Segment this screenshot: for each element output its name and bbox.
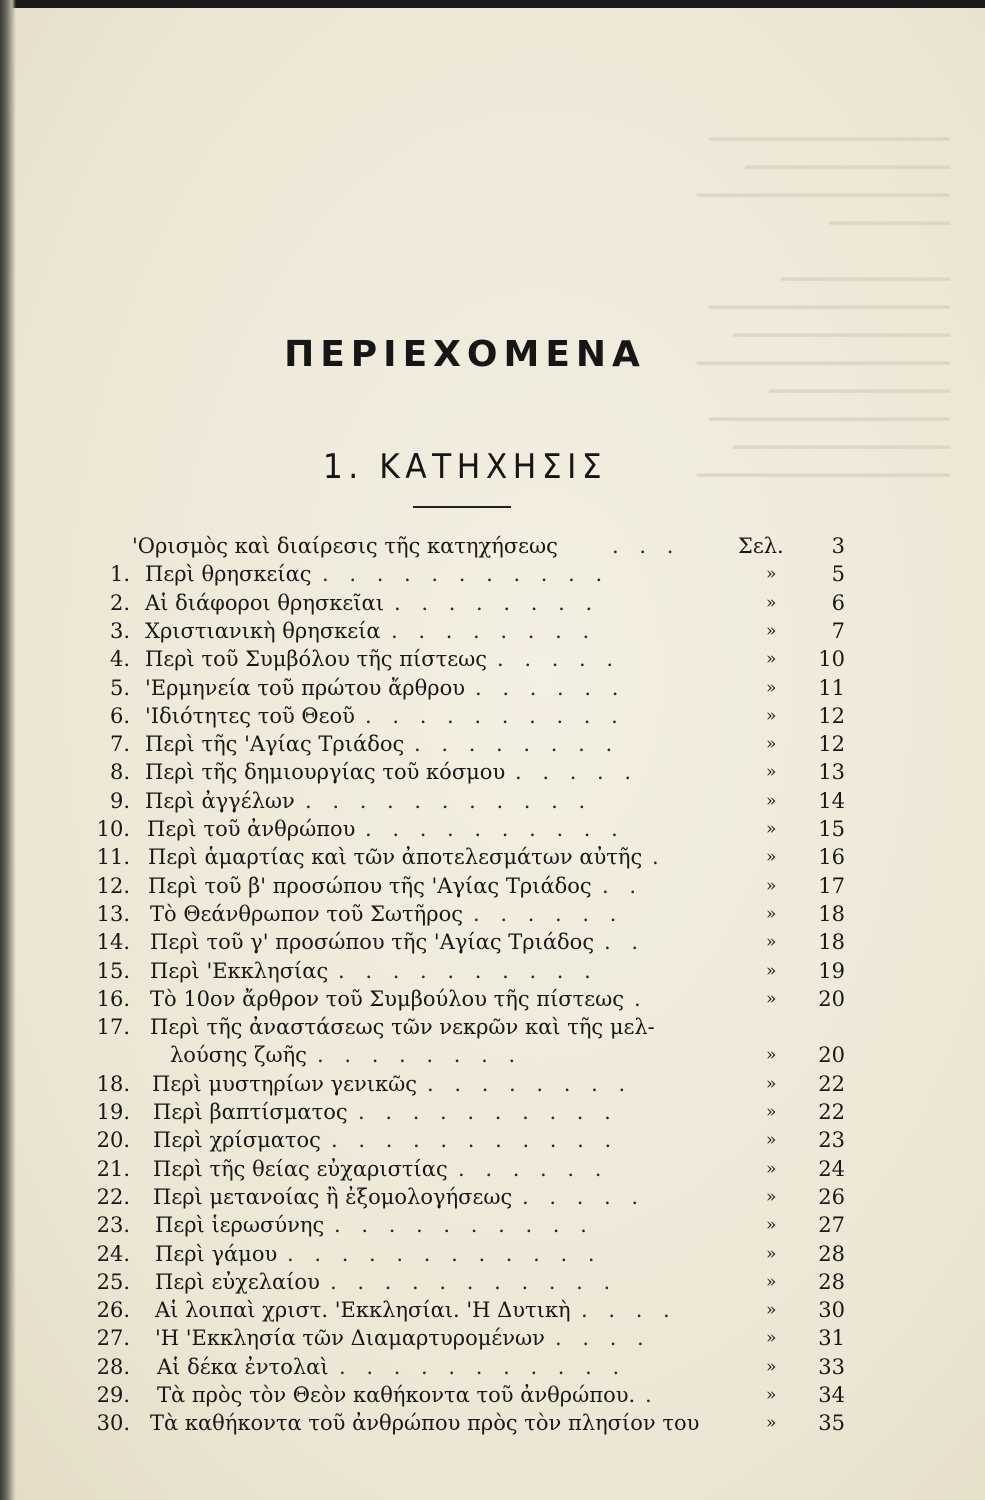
ditto-mark: » — [766, 876, 777, 896]
toc-entry-label: Περὶ εὐχελαίου — [155, 1270, 320, 1294]
ditto-mark: » — [766, 1159, 777, 1179]
toc-entry-label: Περὶ τοῦ ἀνθρώπου — [147, 817, 356, 841]
toc-entry-label: Περὶ 'Εκκλησίας — [150, 959, 329, 983]
toc-leader: . . . . . — [522, 1185, 646, 1209]
toc-entry — [0, 1126, 985, 1154]
toc-leader: . . . . . . — [458, 1157, 609, 1181]
toc-entry — [0, 985, 985, 1013]
toc-leader: . . . . — [555, 1326, 651, 1350]
toc-entry — [0, 957, 985, 985]
toc-leader: . . . . . . . . . . . — [339, 1355, 627, 1379]
ditto-mark: » — [766, 621, 777, 641]
toc-page-number: 12 — [818, 704, 845, 728]
toc-page-number: 15 — [818, 817, 845, 841]
toc-leader: . . . . . . — [475, 676, 626, 700]
toc-entry-number: 18. — [96, 1072, 130, 1096]
toc-entry-label: Τὸ 10ον ἄρθρον τοῦ Συμβούλου τῆς πίστεως — [150, 987, 625, 1011]
page-abbreviation: Σελ. — [738, 534, 784, 558]
toc-entry-label: 'Ορισμὸς καὶ διαίρεσις τῆς κατηχήσεως — [132, 534, 558, 558]
toc-entry-label: Τὰ καθήκοντα τοῦ ἀνθρώπου πρὸς τὸν πλησίον του — [150, 1411, 700, 1435]
toc-entry — [0, 1240, 985, 1268]
toc-entry-number: 30. — [96, 1411, 130, 1435]
toc-entry-label: Περὶ θρησκείας — [145, 562, 312, 586]
toc-page-number: 19 — [818, 959, 845, 983]
toc-entry — [0, 1324, 985, 1352]
toc-entry-number: 25. — [96, 1270, 130, 1294]
toc-entry-label: λούσης ζωῆς — [170, 1043, 307, 1067]
toc-entry-number: 11. — [96, 845, 130, 869]
toc-entry-number: 22. — [96, 1185, 130, 1209]
toc-leader: . . . . . . . . . . . — [305, 789, 593, 813]
toc-page-number: 30 — [818, 1298, 845, 1322]
ditto-mark: » — [766, 706, 777, 726]
ditto-mark: » — [766, 989, 777, 1009]
toc-entry — [0, 560, 985, 588]
toc-entry-label: Αἱ δέκα ἐντολαὶ — [157, 1355, 329, 1379]
toc-entry-number: 26. — [96, 1298, 130, 1322]
toc-leader: . . . . — [581, 1298, 677, 1322]
toc-entry-number: 17. — [96, 1015, 130, 1039]
ditto-mark: » — [766, 961, 777, 981]
section-title: 1. ΚΑΤΗΧΗΣΙΣ — [322, 447, 608, 487]
toc-page-number: 3 — [831, 534, 845, 558]
toc-page-number: 34 — [818, 1383, 845, 1407]
ditto-mark: » — [766, 762, 777, 782]
toc-entry — [0, 1211, 985, 1239]
toc-entry — [0, 1155, 985, 1183]
toc-entry-number: 6. — [109, 704, 130, 728]
toc-page-number: 28 — [818, 1242, 845, 1266]
toc-leader: . . . — [612, 534, 681, 558]
toc-entry — [0, 843, 985, 871]
toc-leader: . . . . . — [497, 647, 621, 671]
toc-entry-number: 15. — [96, 959, 130, 983]
toc-page-number: 6 — [831, 591, 845, 615]
toc-page-number: 17 — [818, 874, 845, 898]
toc-entry-label: Περὶ μετανοίας ἢ ἐξομολογήσεως — [153, 1185, 513, 1209]
toc-leader: . . . . . . . . . . . — [331, 1128, 619, 1152]
toc-page-number: 14 — [818, 789, 845, 813]
toc-page-number: 18 — [818, 930, 845, 954]
toc-entry — [0, 1409, 985, 1437]
ditto-mark: » — [766, 1045, 777, 1065]
toc-entry — [0, 589, 985, 617]
show-through-decoration: ━━━━━━━━━━━━━━━━━━━━ ━━━━━━━━━━━━━━━━━ ━━━━━━━━━━━━━━━━━━━━━ ━━━━━━━━━━ ━━━━━━━━━━━━━━ ━━━━━━━━━━━━━━━━━━━━ ━━━━━━━━━━━━━━━━━━ ━━━━━━━━━━━━━━━━━━━━━ ━━━━━━━━━━━━━━━ ━━━━━━━━━━━━━━━━━━━━ ━━━━━━━━━━━━━━━━━━ ━━━━━━━━━━━━━━━━━━━━━ — [697, 127, 950, 487]
toc-leader: . — [634, 987, 648, 1011]
ditto-mark: » — [766, 1272, 777, 1292]
ditto-mark: » — [766, 1130, 777, 1150]
toc-entry — [0, 617, 985, 645]
toc-leader: . — [645, 1383, 659, 1407]
ditto-mark: » — [766, 1102, 777, 1122]
toc-entry-label: 'Η 'Εκκλησία τῶν Διαμαρτυρομένων — [155, 1326, 545, 1350]
toc-entry-label: Περὶ τῆς 'Αγίας Τριάδος — [145, 732, 405, 756]
toc-page-number: 22 — [818, 1072, 845, 1096]
toc-entry-number: 2. — [109, 591, 130, 615]
toc-entry-label: Αἱ λοιπαὶ χριστ. 'Εκκλησίαι. 'Η Δυτικὴ — [155, 1298, 571, 1322]
toc-entry-label: Περὶ ἱερωσύνης — [155, 1213, 325, 1237]
ditto-mark: » — [766, 1357, 777, 1377]
toc-leader: . . . . . . . . . . — [365, 704, 625, 728]
ditto-mark: » — [766, 1187, 777, 1207]
toc-entry-label: Περὶ τῆς δημιουργίας τοῦ κόσμου — [145, 760, 506, 784]
ditto-mark: » — [766, 1413, 777, 1433]
toc-leader: . . . . . . — [473, 902, 624, 926]
toc-entry-number: 10. — [96, 817, 130, 841]
ditto-mark: » — [766, 734, 777, 754]
toc-page-number: 26 — [818, 1185, 845, 1209]
toc-entry — [0, 730, 985, 758]
toc-entry-label: Αἱ διάφοροι θρησκεῖαι — [145, 591, 384, 615]
toc-entry — [0, 1381, 985, 1409]
toc-page-number: 10 — [818, 647, 845, 671]
toc-entry-number: 7. — [109, 732, 130, 756]
toc-leader: . . . . . . . . — [427, 1072, 633, 1096]
ditto-mark: » — [766, 1385, 777, 1405]
toc-entry — [0, 1013, 985, 1041]
toc-page-number: 27 — [818, 1213, 845, 1237]
ditto-mark: » — [766, 1074, 777, 1094]
toc-entry-label: Περὶ ἀγγέλων — [145, 789, 295, 813]
toc-page-number: 5 — [831, 562, 845, 586]
toc-entry-label: Περὶ γάμου — [155, 1242, 278, 1266]
toc-page-number: 16 — [818, 845, 845, 869]
toc-entry — [0, 674, 985, 702]
toc-entry-number: 20. — [96, 1128, 130, 1152]
ditto-mark: » — [766, 1328, 777, 1348]
toc-entry-number: 23. — [96, 1213, 130, 1237]
toc-entry-label: Περὶ τοῦ γ' προσώπου τῆς 'Αγίας Τριάδος — [150, 930, 595, 954]
toc-entry — [0, 702, 985, 730]
toc-leader: . . . . . — [515, 760, 639, 784]
toc-entry-number: 12. — [96, 874, 130, 898]
toc-entry-number: 24. — [96, 1242, 130, 1266]
toc-entry-label: Περὶ χρίσματος — [153, 1128, 321, 1152]
toc-entry — [0, 815, 985, 843]
toc-page-number: 35 — [818, 1411, 845, 1435]
toc-entry-number: 14. — [96, 930, 130, 954]
toc-entry — [0, 1268, 985, 1296]
toc-entry-label: 'Ερμηνεία τοῦ πρώτου ἄρθρου — [145, 676, 466, 700]
toc-leader: . . . . . . . . . . . — [330, 1270, 618, 1294]
toc-leader: . . . . . . . . . . . . — [287, 1242, 602, 1266]
toc-leader: . . . . . . . . . . — [358, 1100, 618, 1124]
toc-page-number: 33 — [818, 1355, 845, 1379]
ditto-mark: » — [766, 904, 777, 924]
toc-entry — [0, 1353, 985, 1381]
toc-entry-number: 3. — [109, 619, 130, 643]
toc-leader: . . . . . . . . — [394, 591, 600, 615]
toc-page-number: 20 — [818, 1043, 845, 1067]
toc-page-number: 7 — [831, 619, 845, 643]
toc-leader: . — [652, 845, 666, 869]
toc-entry — [0, 1098, 985, 1126]
ditto-mark: » — [766, 564, 777, 584]
ditto-mark: » — [766, 791, 777, 811]
toc-entry-number: 1. — [109, 562, 130, 586]
toc-page-number: 13 — [818, 760, 845, 784]
toc-page-number: 12 — [818, 732, 845, 756]
ditto-mark: » — [766, 1300, 777, 1320]
toc-leader: . . — [604, 930, 646, 954]
toc-entry — [0, 787, 985, 815]
ditto-mark: » — [766, 649, 777, 669]
toc-entry-label: Περὶ τοῦ Συμβόλου τῆς πίστεως — [145, 647, 487, 671]
toc-entry-number: 16. — [96, 987, 130, 1011]
toc-leader: . . — [602, 874, 644, 898]
toc-intro-row — [0, 532, 985, 560]
toc-entry-number: 4. — [109, 647, 130, 671]
toc-entry — [0, 645, 985, 673]
toc-entry-number: 21. — [96, 1157, 130, 1181]
toc-entry-label: Περὶ τοῦ β' προσώπου τῆς 'Αγίας Τριάδος — [148, 874, 592, 898]
toc-entry-label: Χριστιανικὴ θρησκεία — [145, 619, 381, 643]
toc-leader: . . . . . . . . — [317, 1043, 523, 1067]
toc-entry — [0, 928, 985, 956]
toc-entry-number: 9. — [109, 789, 130, 813]
toc-page-number: 20 — [818, 987, 845, 1011]
toc-entry-number: 8. — [109, 760, 130, 784]
toc-leader: . . . . . . . . . . . — [322, 562, 610, 586]
toc-page-number: 23 — [818, 1128, 845, 1152]
toc-entry-number: 5. — [109, 676, 130, 700]
toc-entry-label: Τὸ Θεάνθρωπον τοῦ Σωτῆρος — [150, 902, 463, 926]
toc-entry-number: 28. — [96, 1355, 130, 1379]
toc-entry — [0, 1296, 985, 1324]
toc-entry-label: Περὶ ἁμαρτίας καὶ τῶν ἀποτελεσμάτων αὐτῆς — [148, 845, 643, 869]
toc-page-number: 31 — [818, 1326, 845, 1350]
toc-page-number: 28 — [818, 1270, 845, 1294]
title-divider — [413, 506, 511, 508]
toc-page-number: 24 — [818, 1157, 845, 1181]
toc-leader: . . . . . . . . . . — [334, 1213, 594, 1237]
toc-entry-label: Περὶ τῆς θείας εὐχαριστίας — [153, 1157, 448, 1181]
toc-leader: . . . . . . . . . . — [338, 959, 598, 983]
toc-page-number: 18 — [818, 902, 845, 926]
page-top-edge — [0, 0, 985, 8]
toc-leader: . . . . . . . . — [414, 732, 620, 756]
toc-entry-label: Περὶ μυστηρίων γενικῶς — [152, 1072, 417, 1096]
toc-entry — [0, 900, 985, 928]
toc-entry — [0, 1041, 985, 1069]
toc-leader: . . . . . . . . — [391, 619, 597, 643]
toc-entry-number: 27. — [96, 1326, 130, 1350]
ditto-mark: » — [766, 678, 777, 698]
toc-entry — [0, 1183, 985, 1211]
toc-leader: . . . . . . . . . . — [365, 817, 625, 841]
ditto-mark: » — [766, 847, 777, 867]
toc-page-number: 22 — [818, 1100, 845, 1124]
page-title: ΠΕΡΙΕΧΟΜΕΝΑ — [284, 334, 646, 375]
toc-entry — [0, 872, 985, 900]
toc-entry-number: 29. — [96, 1383, 130, 1407]
toc-entry-label: 'Ιδιότητες τοῦ Θεοῦ — [145, 704, 355, 728]
toc-entry-number: 13. — [96, 902, 130, 926]
ditto-mark: » — [766, 819, 777, 839]
toc-entry-label: Τὰ πρὸς τὸν Θεὸν καθήκοντα τοῦ ἀνθρώπου. — [157, 1383, 636, 1407]
toc-entry — [0, 758, 985, 786]
toc-entry — [0, 1070, 985, 1098]
toc-page-number: 11 — [818, 676, 845, 700]
toc-entry-label: Περὶ τῆς ἀναστάσεως τῶν νεκρῶν καὶ τῆς μελ- — [150, 1015, 655, 1039]
ditto-mark: » — [766, 932, 777, 952]
ditto-mark: » — [766, 1215, 777, 1235]
ditto-mark: » — [766, 1244, 777, 1264]
ditto-mark: » — [766, 593, 777, 613]
toc-entry-number: 19. — [96, 1100, 130, 1124]
toc-entry-label: Περὶ βαπτίσματος — [153, 1100, 348, 1124]
